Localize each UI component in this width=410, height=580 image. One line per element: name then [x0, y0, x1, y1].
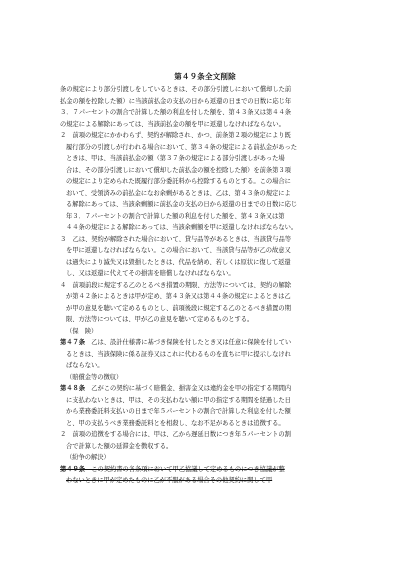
text-line: が第４２条によるときは甲が定め、第４３条又は第４４条の規定によるときは乙	[66, 293, 291, 300]
article-text: 乙は、設計仕様書に基づき保険を付したとき又は任意に保険を付してい	[85, 339, 292, 346]
article-number: 第４９条	[60, 465, 85, 473]
text-line: ２ 前項の規定にかかわらず、契約が解除され、かつ、前条第２項の規定により既	[60, 132, 291, 139]
text-line: （賠償金等の徴収）	[66, 373, 123, 381]
text-line: 年３．７パーセントの割合で計算した額の利息を付した額を、第４３条又は第	[66, 212, 285, 220]
article-number: 第４８条	[60, 385, 85, 392]
text-line: る解除にあっては、当該余剰額に前払金の支払の日から返還の日までの日数に応じ	[66, 201, 298, 208]
text-line: の規定により定められた既履行部分委託料から控除するものとする。この場合に	[66, 178, 291, 185]
text-line: （保 険）	[66, 327, 98, 335]
article-line	[60, 464, 360, 476]
text-line: ４４条の規定による解除にあっては、当該余剰額を甲に返還しなければならない。	[66, 224, 298, 231]
text-line: と、甲の支払うべき業務委託料とを相殺し、なお不足があるときは追徴する。	[66, 419, 285, 427]
document-body	[60, 84, 360, 487]
text-line: を甲に返還しなければならない。この場合において、当該貸与品等が乙の故意又	[66, 247, 291, 254]
text-line: 履行部分の引渡しが行われる場合において、第３４条の規定による前払金があった	[66, 143, 297, 151]
text-line: が甲の意見を聴いて定めるものとし、前項後段に規定する乙のとるべき措置の期	[66, 304, 291, 312]
article-line	[60, 383, 360, 395]
text-line: 条の規定により部分引渡しをしているときは、その部分引渡しにおいて償却した前	[60, 86, 292, 93]
text-line: るときは、当該保険に係る証券又はこれに代わるものを直ちに甲に提示しなけれ	[66, 350, 291, 358]
text-line: から業務委託料支払いの日まで年５パーセントの割合で計算した利息を付した額	[66, 408, 291, 415]
text-line: ４ 前項前段に規定する乙のとるべき措置の期限、方法等については、契約の解除	[60, 281, 292, 289]
text-line: わないときに甲が定めたものに乙が不服がある場合その他契約に関して甲	[66, 477, 273, 484]
text-line: 合で計算した額の延滞金を徴収する。	[66, 442, 173, 450]
text-line: 限、方法等については、甲が乙の意見を聴いて定めるものとする。	[66, 316, 254, 323]
text-line: （紛争の解決）	[66, 454, 110, 461]
page-title: 第４９条全文削除	[174, 72, 236, 81]
text-line: し、又は返還に代えてその損害を賠償しなければならない。	[66, 270, 235, 277]
text-line: の規定による解除にあっては、当該前払金の額を甲に返還しなければならない。	[60, 120, 285, 128]
text-line: は過失により滅失又は毀損したときは、代品を納め、若しくは原状に復して返還	[66, 258, 291, 266]
text-line: ３ 乙は、契約が解除された場合において、貸与品等があるときは、当該貸与品等	[60, 235, 292, 243]
article-text: 乙がこの契約に基づく賠償金、損害金又は違約金を甲の指定する期間内	[85, 385, 292, 392]
text-line: ばならない。	[66, 362, 104, 369]
text-line: 合は、その部分引渡しにおいて償却した前払金の額を控除した額）を前条第３項	[66, 166, 291, 174]
text-line: ２ 前項の追徴をする場合には、甲は、乙から遅延日数につき年５パーセントの割	[60, 431, 291, 438]
text-line: おいて、受領済みの前払金になお余剰があるときは、乙は、第４３条の規定によ	[66, 189, 291, 197]
article-number: 第４７条	[60, 339, 85, 346]
article-line	[60, 337, 360, 349]
text-line: ３．７パーセントの割合で計算した額の利息を付した額を、第４３条又は第４４条	[60, 109, 292, 116]
article-text: この契約書の各条項において甲乙協議して定めるものにつき協議が整	[85, 465, 285, 473]
text-line: 払金の額を控除した額）に当該前払金の支払の日から返還の日までの日数に応じ年	[60, 97, 292, 105]
text-line: に支払わないときは、甲は、その支払わない額に甲の指定する期間を経過した日	[66, 396, 291, 404]
text-line: ときは、甲は、当該前払金の額（第３７条の規定による部分引渡しがあった場	[66, 155, 285, 162]
